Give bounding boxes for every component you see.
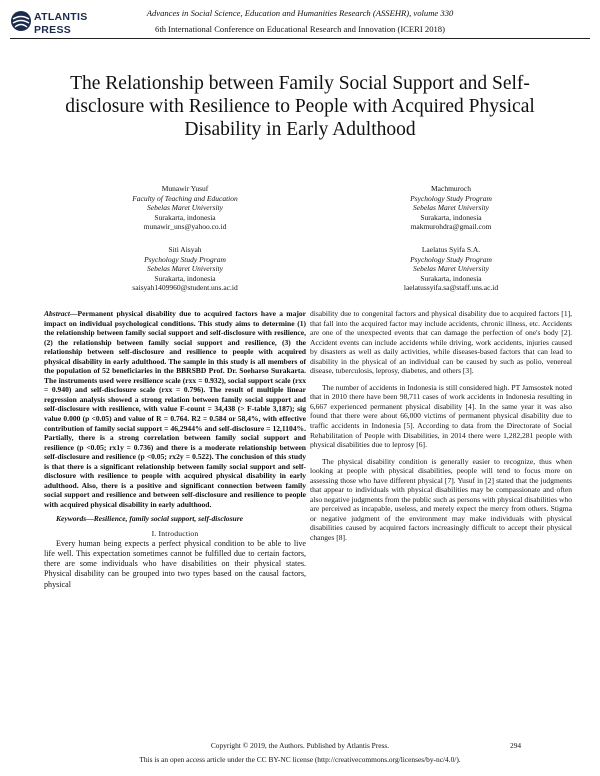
author-city: Surakarta, indonesia — [154, 273, 216, 283]
abstract-text: —Permanent physical disability due to acquired factors have a major impact on individual psychological conditions. This study aims to determine (1) the relationship between family social support and self-disclosure with resilience, (2) the relationship between family social support and resilience, (3) the relationship between self-disclosure and resilience to people with acquired physical disability in early adulthood. The sample in this study is all members of the population of 52 beneficiaries in the BBRSBD Prof. Dr. Soeharso Surakarta. The instruments used were resilience scale (rxx = 0.932), social support scale (rxx = 0.940) and self-disclosure scale (rxx = 0.796). The result of multiple linear regression analysis showed a strong relation between family social support and self-disclosure with resilience, with value F-count = 34,438 (> F-table 3,187); sig value 0.000 (p <0.05) and value of R = 0.764. R2 = 0.584 or 58,4%, with effective contribution of family social support = 46,2944% and self-disclosure = 12,1104%. Partially, there is a strong correlation between family social support and resilience (p <0.05; rx1y = 0.736) and there is a moderate relationship between self-disclosure and resilience (p <0.05; rx2y = 0.522). The conclusion of this study is that there is a significant relationship between family social support and self-disclosure with resilience to people with acquired physical disability in early adulthood. Also, there is a positive and significant connection between family social support and resilience and between self-disclosure and resilience to people with acquired physical disability in early adulthood. — [44, 309, 306, 509]
author-block-3 — [70, 245, 300, 293]
header-divider — [10, 38, 590, 39]
page-number: 294 — [510, 741, 522, 750]
abstract — [44, 309, 306, 509]
abstract-lead: Abstract — [44, 309, 70, 318]
author-university: Sebelas Maret University — [147, 203, 223, 213]
author-department: Psychology Study Program — [410, 193, 492, 203]
running-header-conference: 6th International Conference on Educational Research and Innovation (ICERI 2018) — [155, 24, 445, 34]
author-name: Siti Aisyah — [168, 245, 202, 254]
author-department: Faculty of Teaching and Education — [132, 193, 238, 203]
author-department: Psychology Study Program — [410, 254, 492, 264]
author-block-4 — [336, 245, 566, 293]
author-university: Sebelas Maret University — [413, 203, 489, 213]
footer-copyright: Copyright © 2019, the Authors. Published by Atlantis Press. — [210, 741, 390, 750]
publisher-name-line2: PRESS — [34, 24, 72, 36]
body-paragraph-1: disability due to congenital factors and physical disability due to acquired factors [1], that fall into the acquired factor may include accidents, chronic illness, etc. Accidents are one of the unexpected events that can damage the perfection of one's body [2]. Accident events can include accidents while driving, work accidents, injuries caused by disasters as well as daily activities, while diseases-based factors that can lead to disability in the physical of an individual can be caused by such as polio, venereal disease, tuberculosis, leprosy, diabetes, and others [3]. — [310, 309, 572, 376]
publisher-name-line1: ATLANTIS — [34, 11, 88, 23]
body-paragraph-2: The number of accidents in Indonesia is still considered high. PT Jamsostek noted that in 2010 there have been 98,711 cases of work accidents in Indonesia resulting in 6,667 experienced permanent physical disability [4]. In the same year it was also found that there were about 66,000 victims of permanent physical disability due to traffic accidents in Indonesia [5]. According to data from the Directorate of Social Rehabilitation of People with Disabilities, in 2014 there were 1,282,281 people with physical disabilities due to leprosy [6]. — [310, 382, 572, 450]
right-column — [310, 309, 572, 543]
author-city: Surakarta, indonesia — [420, 273, 482, 283]
section-heading-introduction: I. Introduction — [151, 529, 199, 539]
running-header-series: Advances in Social Science, Education and Humanities Research (ASSEHR), volume 330 — [146, 8, 454, 18]
keywords: Keywords—Resilience, family social support, self-disclosure — [56, 514, 243, 524]
author-city: Surakarta, indonesia — [420, 212, 482, 222]
author-block-1 — [70, 184, 300, 232]
left-column — [44, 309, 306, 590]
paper-title: The Relationship between Family Social Support and Self-disclosure with Resilience to People with Acquired Physical Disability in Early Adulthood — [65, 73, 535, 140]
author-university: Sebelas Maret University — [413, 264, 489, 274]
author-name: Laelatus Syifa S.A. — [421, 245, 481, 254]
intro-paragraph: Every human being expects a perfect physical condition to be able to live life well. This expectation sometimes cannot be fulfilled due to certain factors, there are some individuals who have disabilities on their physical states. Physical disability can be grouped into two types based on the causal factors, physical — [44, 538, 306, 589]
author-name: Machmuroch — [431, 184, 471, 193]
footer-license: This is an open access article under the CC BY-NC license (http://creativecommons.org/licenses/by-nc/4.0/). — [139, 755, 461, 764]
author-block-2 — [336, 184, 566, 232]
author-department: Psychology Study Program — [144, 254, 226, 264]
author-email: laelatussyifa.sa@staff.uns.ac.id — [403, 283, 499, 293]
author-name: Munawir Yusuf — [161, 184, 209, 193]
author-city: Surakarta, indonesia — [154, 212, 216, 222]
author-email: saisyah1409960@student.uns.ac.id — [132, 283, 238, 293]
author-email: munawir_uns@yahoo.co.id — [143, 222, 227, 232]
author-university: Sebelas Maret University — [147, 264, 223, 274]
author-email: makmurohdra@gmail.com — [410, 222, 492, 232]
body-paragraph-3: The physical disability condition is generally easier to recognize, thus when looking at people with physical disabilities, people will tend to focus more on assessing those who have different physical [7]. Yusuf in [2] stated that the judgments that appear to individuals with physical disabilities may be compassionate and often also negative judgments from the public such as persons with physical disabilities who are perceived as incapable, useless, and merely expect the mercy from others. Stigma or negative judgment of the environment may make individuals with physical disabilities caused by acquired factors increasingly difficult to accept their physical changes [8]. — [310, 456, 572, 543]
